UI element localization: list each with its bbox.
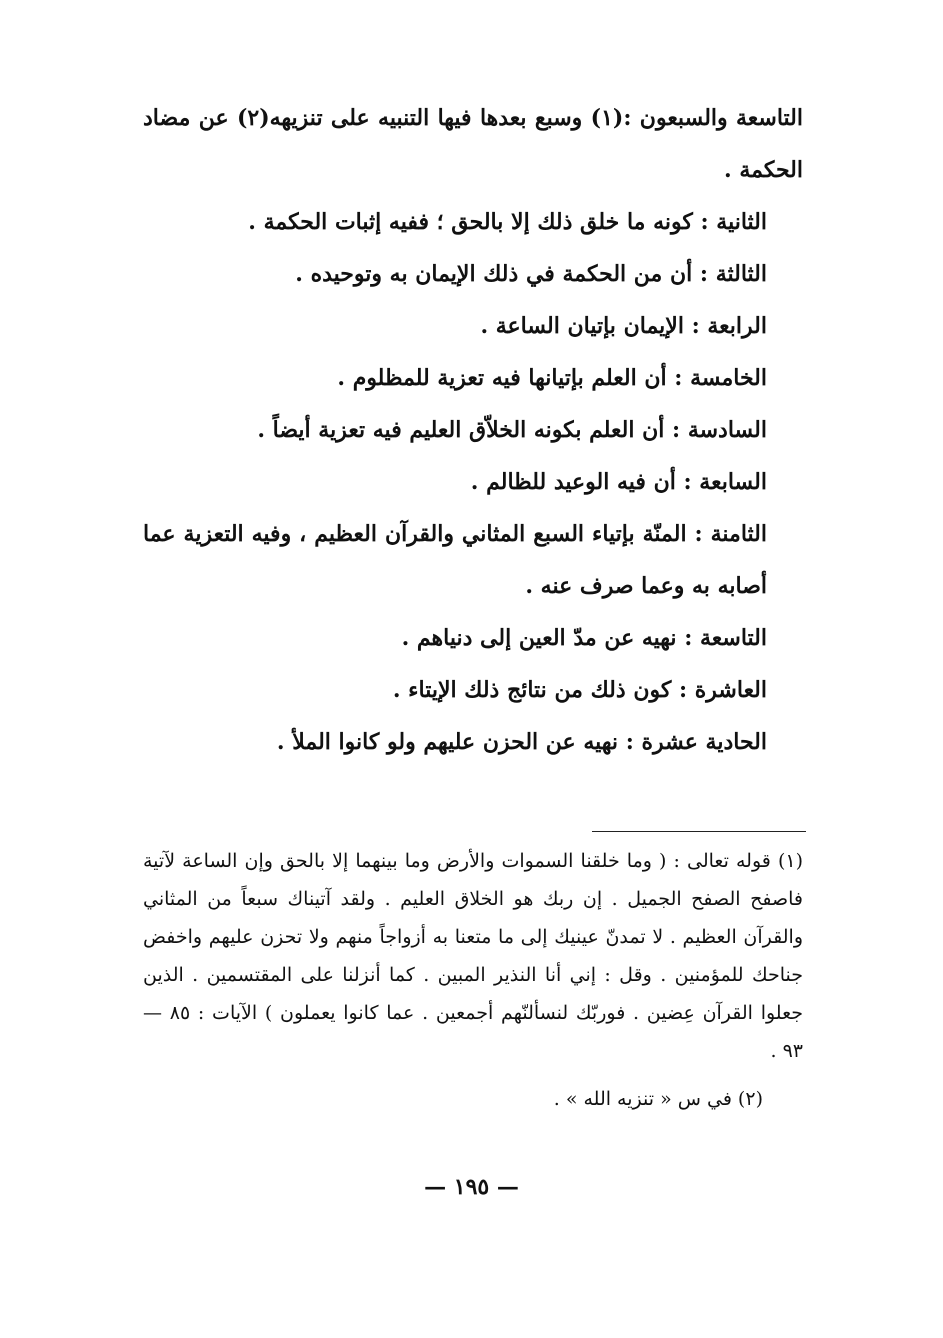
footnote-separator (592, 831, 806, 832)
list-item: الرابعة : الإيمان بإتيان الساعة . (480, 313, 767, 339)
list-item: العاشرة : كون ذلك من نتائج ذلك الإيتاء . (392, 677, 767, 703)
list-item: السابعة : أن فيه الوعيد للظالم . (470, 469, 767, 495)
list-item: الثانية : كونه ما خلق ذلك إلا بالحق ؛ ففيه إثبات الحكمة . (248, 209, 767, 235)
footnote-1: (١) قوله تعالى : ( وما خلقنا السموات والأرض وما بينهما إلا بالحق وإن الساعة لآتية فاصفح الصفح الجميل . إن ربك هو الخلاق العليم . ولقد آتيناك سبعاً من المثاني والقرآن العظيم . لا تمدنّ عينيك إلى ما متعنا به أزواجاً منهم ولا تحزن عليهم واخفض جناحك للمؤمنين . وقل : إني أنا النذير المبين . كما أنزلنا على المقتسمين . الذين جعلوا القرآن عِضين . فوربّك لنسألنّهم أجمعين . عما كانوا يعملون ) الآيات : ٨٥ — ٩٣ . (143, 850, 803, 1062)
main-text (143, 92, 803, 768)
list-item: الخامسة : أن العلم بإتيانها فيه تعزية للمظلوم . (337, 365, 767, 391)
list-item: الثامنة : المنّة بإتياء السبع المثاني والقرآن العظيم ، وفيه التعزية عما أصابه به وعما صرف عنه . (143, 521, 767, 599)
list-item: التاسعة : نهيه عن مدّ العين إلى دنياهم . (401, 625, 767, 651)
footnote-2: (٢) في س « تنزيه الله » . (553, 1088, 763, 1110)
list-item: السادسة : أن العلم بكونه الخلاّق العليم فيه تعزية أيضاً . (257, 417, 767, 443)
heading-paragraph: التاسعة والسبعون :(١) وسبع بعدها فيها التنبيه على تنزيهه(٢) عن مضاد الحكمة . (143, 105, 804, 183)
page-number: — ١٩٥ — (424, 1174, 519, 1200)
footnotes (143, 842, 803, 1118)
list-item: الحادية عشرة : نهيه عن الحزن عليهم ولو كانوا الملأ . (276, 729, 767, 755)
list-item: الثالثة : أن من الحكمة في ذلك الإيمان به وتوحيده . (295, 261, 767, 287)
